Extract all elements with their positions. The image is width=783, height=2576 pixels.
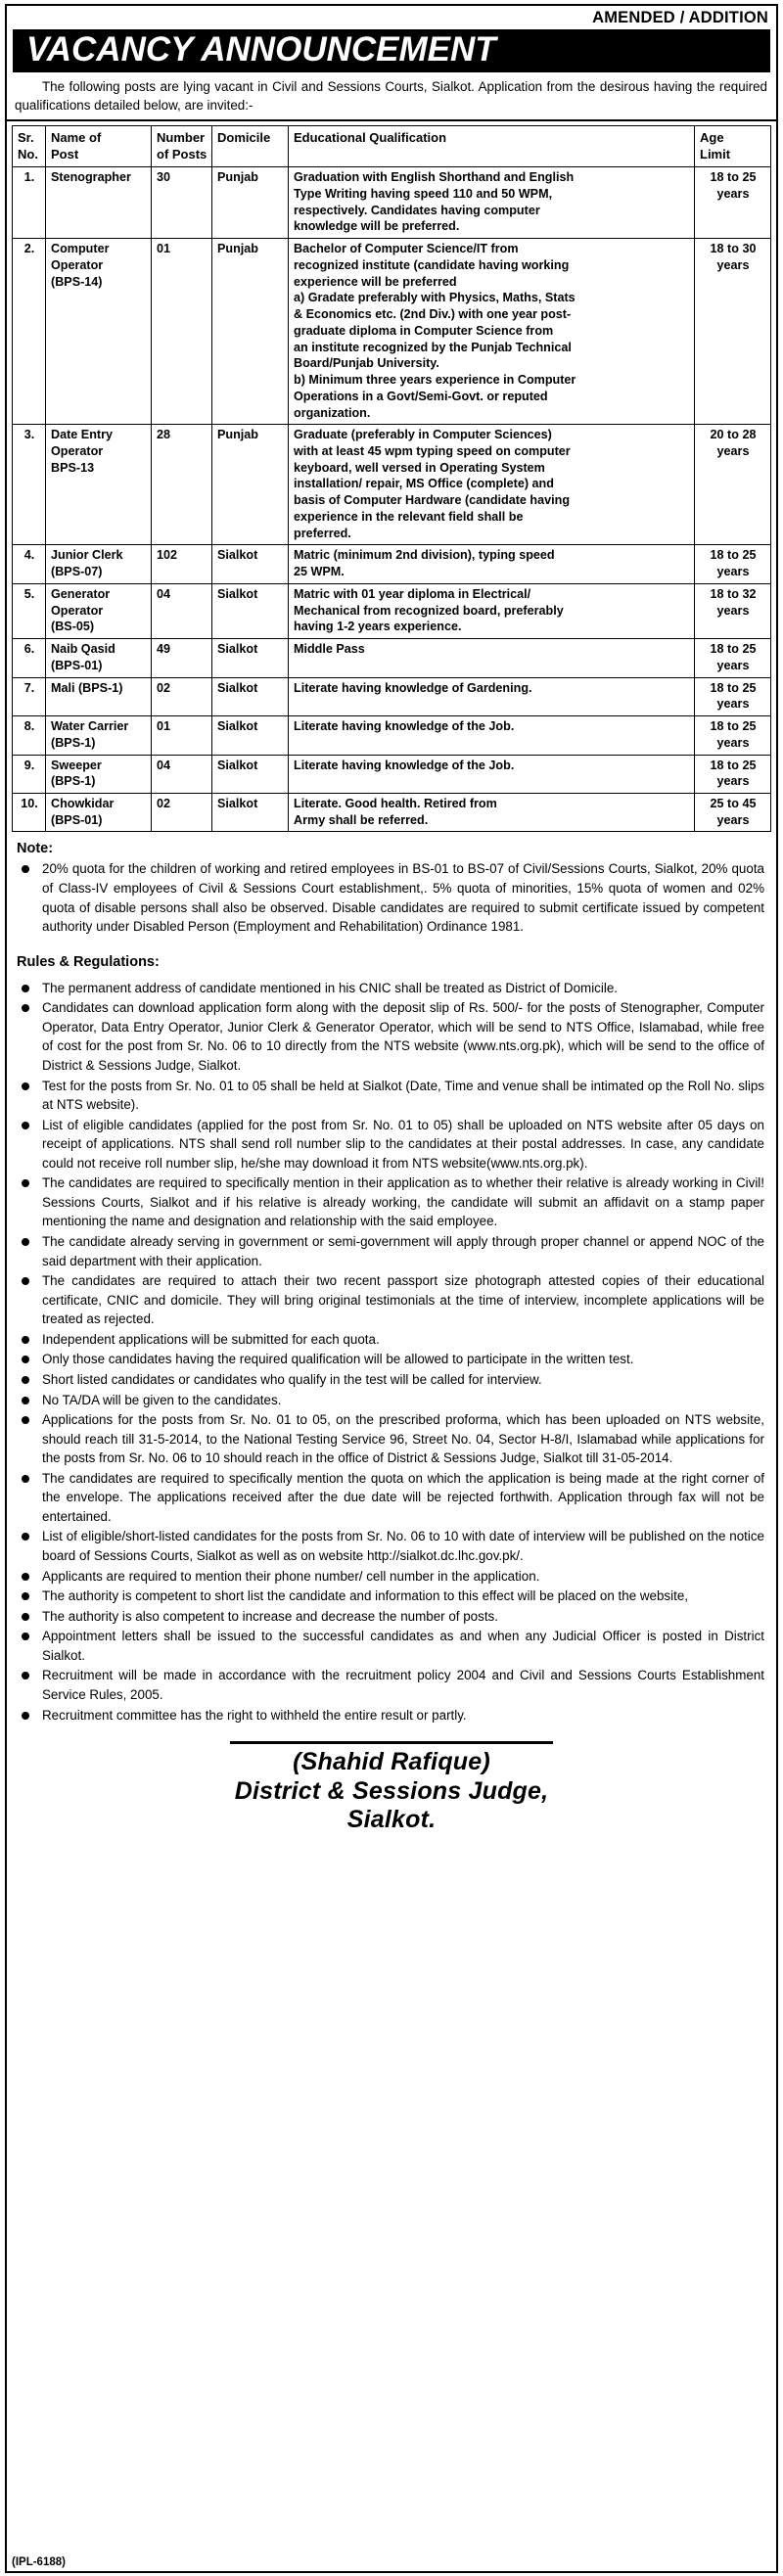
cell-qualification [289,239,695,425]
intro-divider [7,119,776,121]
cell-post-name [46,755,152,793]
cell-number-of-posts: 49 [152,639,212,677]
age-limit-line: 18 to 32 [710,586,757,601]
rule-item: The candidate already serving in government or semi-government will apply through proper channel or append NOC of the said department with their application. [17,1232,764,1270]
cell-domicile: Sialkot [212,583,289,638]
table-row [13,639,771,677]
cell-domicile: Sialkot [212,545,289,583]
header-line-1: Sr. [18,129,34,145]
cell-sr-no: 8. [13,716,46,755]
header-line-1: Name of [51,129,102,145]
cell-qualification [289,545,695,583]
rule-item: The candidates are required to specifically mention the quota on which the application is being made at the right corner of the envelope. The applications received after the due date will be rejected forthwith. Application through fax will not be entertained. [17,1469,764,1527]
qualification-line: keyboard, well versed in Operating System [294,460,545,475]
cell-age-limit [695,677,771,715]
cell-post-name [46,583,152,638]
column-header-number-of-posts [152,125,212,167]
qualification-line: b) Minimum three years experience in Computer [294,373,576,388]
post-name-line: Operator [51,444,104,459]
post-name-line: Generator [51,586,111,601]
post-name-line: (BPS-14) [51,274,103,289]
rules-section [7,938,776,1725]
post-name-line: BPS-13 [51,460,95,475]
post-name-line: Computer [51,242,110,256]
cell-age-limit [695,716,771,755]
rule-item: The permanent address of candidate mentioned in his CNIC shall be treated as District of Domicile. [17,979,764,998]
post-name-line: (BPS-07) [51,565,103,579]
qualification-line: preferred. [294,526,351,540]
age-limit-line: 18 to 30 [710,242,757,256]
age-limit-line: 18 to 25 [710,719,757,734]
rule-item: The authority is also competent to increase and decrease the number of posts. [17,1607,764,1627]
rule-item: Applications for the posts from Sr. No. 01 to 05, on the prescribed proforma, which has been uploaded on NTS website, should reach till 31-5-2014, to the National Testing Service 96, Street No. 04, Sector H-8/I, Islamabad while applications for the posts from Sr. No. 06 to 10 should reach in the office of District & Sessions Judge, Sialkot till 31-05-2014. [17,1410,764,1468]
rule-item: Appointment letters shall be issued to the successful candidates as and when any Judicial Officer is posted in District Sialkot. [17,1627,764,1665]
cell-post-name [46,239,152,425]
qualification-line: a) Gradate preferably with Physics, Maths, Stats [294,291,576,305]
post-name-line: (BPS-01) [51,812,103,827]
intro-paragraph: The following posts are lying vacant in Civil and Sessions Courts, Sialkot. Application from the desirous having the required qualifications detailed below, are invited:- [15,78,767,114]
cell-post-name [46,639,152,677]
qualification-line: Board/Punjab University. [294,356,439,371]
column-header-age-limit [695,125,771,167]
qualification-line: Type Writing having speed 110 and 50 WPM, [294,187,553,201]
cell-qualification [289,167,695,239]
cell-qualification [289,583,695,638]
cell-domicile: Sialkot [212,793,289,831]
qualification-line: Bachelor of Computer Science/IT from [294,242,519,256]
qualification-line: experience in the relevant field shall be [294,509,524,524]
cell-number-of-posts: 01 [152,716,212,755]
qualification-line: organization. [294,405,371,420]
header-line-2: Post [51,146,79,161]
cell-post-name [46,425,152,545]
cell-post-name [46,677,152,715]
cell-domicile: Punjab [212,167,289,239]
rules-list [17,979,764,1725]
rule-item: Recruitment will be made in accordance with the recruitment policy 2004 and Civil and Sessions Courts Establishment Service Rules, 2005. [17,1666,764,1704]
cell-number-of-posts: 04 [152,755,212,793]
cell-post-name [46,716,152,755]
header-line-2: Limit [700,146,731,161]
header-line-2: No. [18,146,38,161]
cell-domicile: Sialkot [212,755,289,793]
table-row [13,239,771,425]
rule-item: Only those candidates having the required qualification will be allowed to participate in the written test. [17,1350,764,1369]
rule-item: Recruitment committee has the right to withheld the entire result or partly. [17,1706,764,1725]
rule-item: Short listed candidates or candidates who qualify in the test will be called for interview. [17,1370,764,1390]
cell-qualification [289,793,695,831]
table-row [13,716,771,755]
cell-age-limit [695,545,771,583]
cell-sr-no: 7. [13,677,46,715]
rules-heading: Rules & Regulations: [17,953,160,970]
vacancy-table-body [13,167,771,832]
age-limit-line: 18 to 25 [710,642,757,657]
qualification-line: Literate having knowledge of the Job. [294,758,515,772]
post-name-line: Naib Qasid [51,642,115,657]
qualification-line: recognized institute (candidate having working [294,257,570,272]
age-limit-line: 18 to 25 [710,758,757,772]
rule-item: List of eligible candidates (applied for the post from Sr. No. 01 to 05) shall be uploaded on NTS website after 05 days on receipt of applications. NTS shall send roll number slip to the candidates at their postal addresses. In case, any candidate could not receive roll number slip, he/she may download it from NTS website(www.nts.org.pk). [17,1116,764,1173]
qualification-line: installation/ repair, MS Office (complete) and [294,477,554,491]
age-limit-line: years [716,658,750,672]
cell-domicile: Punjab [212,239,289,425]
cell-number-of-posts: 102 [152,545,212,583]
post-name-line: Date Entry [51,428,113,442]
cell-number-of-posts: 02 [152,677,212,715]
table-row [13,755,771,793]
vacancy-table-head [13,125,771,167]
table-row [13,793,771,831]
cell-sr-no: 9. [13,755,46,793]
cell-number-of-posts: 04 [152,583,212,638]
amended-addition-label: AMENDED / ADDITION [592,9,768,26]
page-title: VACANCY ANNOUNCEMENT [13,29,770,72]
qualification-line: basis of Computer Hardware (candidate having [294,493,571,508]
table-row [13,583,771,638]
column-header-educational-qualification [289,125,695,167]
cell-number-of-posts: 28 [152,425,212,545]
post-name-line: Junior Clerk [51,548,123,563]
cell-domicile: Punjab [212,425,289,545]
qualification-line: Matric (minimum 2nd division), typing speed [294,548,555,563]
post-name-line: Operator [51,257,104,272]
cell-number-of-posts: 02 [152,793,212,831]
cell-age-limit [695,583,771,638]
post-name-line: (BPS-1) [51,774,96,789]
cell-domicile: Sialkot [212,639,289,677]
cell-age-limit [695,755,771,793]
rule-item: List of eligible/short-listed candidates for the posts from Sr. No. 06 to 10 with date of interview will be published on the notice board of Sessions Courts, Sialkot as well as on website http://sialkot.dc.lhc.gov.pk/. [17,1527,764,1565]
cell-age-limit [695,425,771,545]
cell-domicile: Sialkot [212,677,289,715]
qualification-line: with at least 45 wpm typing speed on computer [294,444,571,459]
qualification-line: Literate having knowledge of Gardening. [294,680,532,695]
qualification-line: respectively. Candidates having computer [294,203,540,217]
table-row [13,545,771,583]
rule-item: Test for the posts from Sr. No. 01 to 05 shall be held at Sialkot (Date, Time and venue shall be intimated op the Roll No. slips at NTS website). [17,1077,764,1115]
cell-age-limit [695,239,771,425]
rule-item: The candidates are required to attach their two recent passport size photograph attested copies of their educational certificate, CNIC and domicile. They will bring original testimonials at the time of interview, incomplete applications will be treated as rejected. [17,1271,764,1329]
note-list [17,859,764,936]
age-limit-line: years [716,444,750,459]
cell-sr-no: 4. [13,545,46,583]
age-limit-line: years [716,187,750,201]
qualification-line: Graduation with English Shorthand and English [294,170,575,185]
cell-sr-no: 3. [13,425,46,545]
rule-item: Candidates can download application form along with the deposit slip of Rs. 500/- for the posts of Stenographer, Computer Operator, Data Entry Operator, Junior Clerk & Generator Operator, which will be send to NTS Office, Islamabad, while free of cost for the post from Sr. No. 06 to 10 directly from the NTS website (www.nts.org.pk), which will be send to the office of District & Sessions Judge, Sialkot. [17,998,764,1075]
cell-qualification [289,677,695,715]
cell-post-name [46,545,152,583]
age-limit-line: years [716,812,750,827]
post-name-line: Sweeper [51,758,102,772]
cell-domicile: Sialkot [212,716,289,755]
cell-number-of-posts: 30 [152,167,212,239]
cell-age-limit [695,793,771,831]
rule-item: Independent applications will be submitted for each quota. [17,1330,764,1350]
signature-block [7,1735,776,1835]
cell-post-name [46,793,152,831]
age-limit-line: years [716,565,750,579]
cell-qualification [289,425,695,545]
bottom-spacer [7,1835,776,2571]
note-section [7,832,776,937]
table-row [13,167,771,239]
vacancy-table [12,125,771,833]
post-name-line: (BPS-1) [51,735,96,750]
post-name-line: Stenographer [51,170,131,185]
signatory-name: (Shahid Rafique) [293,1748,490,1776]
age-limit-line: years [716,697,750,712]
qualification-line: knowledge will be preferred. [294,219,460,234]
cell-sr-no: 2. [13,239,46,425]
cell-qualification [289,716,695,755]
column-header-domicile [212,125,289,167]
rule-item: Applicants are required to mention their phone number/ cell number in the application. [17,1567,764,1587]
cell-sr-no: 5. [13,583,46,638]
reference-code: (IPL-6188) [12,2556,66,2568]
rule-item: No TA/DA will be given to the candidates. [17,1391,764,1410]
age-limit-line: 18 to 25 [710,680,757,695]
cell-number-of-posts: 01 [152,239,212,425]
cell-qualification [289,755,695,793]
table-header-row [13,125,771,167]
header-line-1: Age [700,129,724,145]
qualification-line: Graduate (preferably in Computer Sciences) [294,428,552,442]
qualification-line: Army shall be referred. [294,812,429,827]
rule-item: The candidates are required to specifically mention in their application as to whether their relative is already working in Civil! Sessions Courts, Sialkot and if his relative is already working, the candidate will submit an affidavit on a stamp paper mentioning the name and designation and relationship with the said employee. [17,1173,764,1231]
signature-rule [230,1741,553,1744]
cell-qualification [289,639,695,677]
qualification-line: having 1-2 years experience. [294,620,462,634]
post-name-line: Chowkidar [51,796,115,810]
post-name-line: Operator [51,603,104,618]
age-limit-line: 20 to 28 [710,428,757,442]
age-limit-line: 25 to 45 [710,796,757,810]
age-limit-line: years [716,774,750,789]
note-heading: Note: [17,841,54,857]
header-line-1: Number [157,129,206,145]
header-line-1: Domicile [217,129,271,145]
qualification-line: Mechanical from recognized board, preferably [294,603,564,618]
post-name-line: (BS-05) [51,620,95,634]
age-limit-line: years [716,603,750,618]
header-line-1: Educational Qualification [294,129,447,145]
cell-post-name [46,167,152,239]
qualification-line: graduate diploma in Computer Science from [294,323,554,338]
rule-item: The authority is competent to short list the candidate and information to this effect will be placed on the website, [17,1587,764,1606]
post-name-line: Water Carrier [51,719,129,734]
table-row [13,677,771,715]
post-name-line: Mali (BPS-1) [51,680,123,695]
qualification-line: Matric with 01 year diploma in Electrical/ [294,586,531,601]
qualification-line: Literate. Good health. Retired from [294,796,497,810]
signatory-city: Sialkot. [346,1806,437,1834]
column-header-name-of-post [46,125,152,167]
table-row [13,425,771,545]
qualification-line: Middle Pass [294,642,365,657]
header-line-2: of Posts [157,146,207,161]
signatory-designation: District & Sessions Judge, [234,1776,549,1805]
age-limit-line: 18 to 25 [710,548,757,563]
qualification-line: & Economics etc. (2nd Div.) with one year post- [294,307,572,322]
qualification-line: Literate having knowledge of the Job. [294,719,515,734]
cell-sr-no: 10. [13,793,46,831]
age-limit-line: years [716,735,750,750]
cell-age-limit [695,639,771,677]
age-limit-line: 18 to 25 [710,170,757,185]
cell-sr-no: 1. [13,167,46,239]
column-header-sr-no [13,125,46,167]
cell-sr-no: 6. [13,639,46,677]
qualification-line: Operations in a Govt/Semi-Govt. or reputed [294,389,548,403]
age-limit-line: years [716,257,750,272]
page-border [5,4,778,2573]
qualification-line: 25 WPM. [294,565,345,579]
qualification-line: experience will be preferred [294,274,457,289]
qualification-line: an institute recognized by the Punjab Technical [294,340,572,354]
cell-age-limit [695,167,771,239]
note-item: 20% quota for the children of working and retired employees in BS-01 to BS-07 of Civil/Sessions Courts, Sialkot, 20% quota of Class-IV employees of Civil & Sessions Court establishment,. 5% quota of minorities, 15% quota of women and 02% quota of disable persons shall also be observed. Disable candidates are required to submit certificate issued by competent authority under Disabled Person (Employment and Rehabilitation) Ordinance 1981. [17,859,764,936]
post-name-line: (BPS-01) [51,658,103,672]
